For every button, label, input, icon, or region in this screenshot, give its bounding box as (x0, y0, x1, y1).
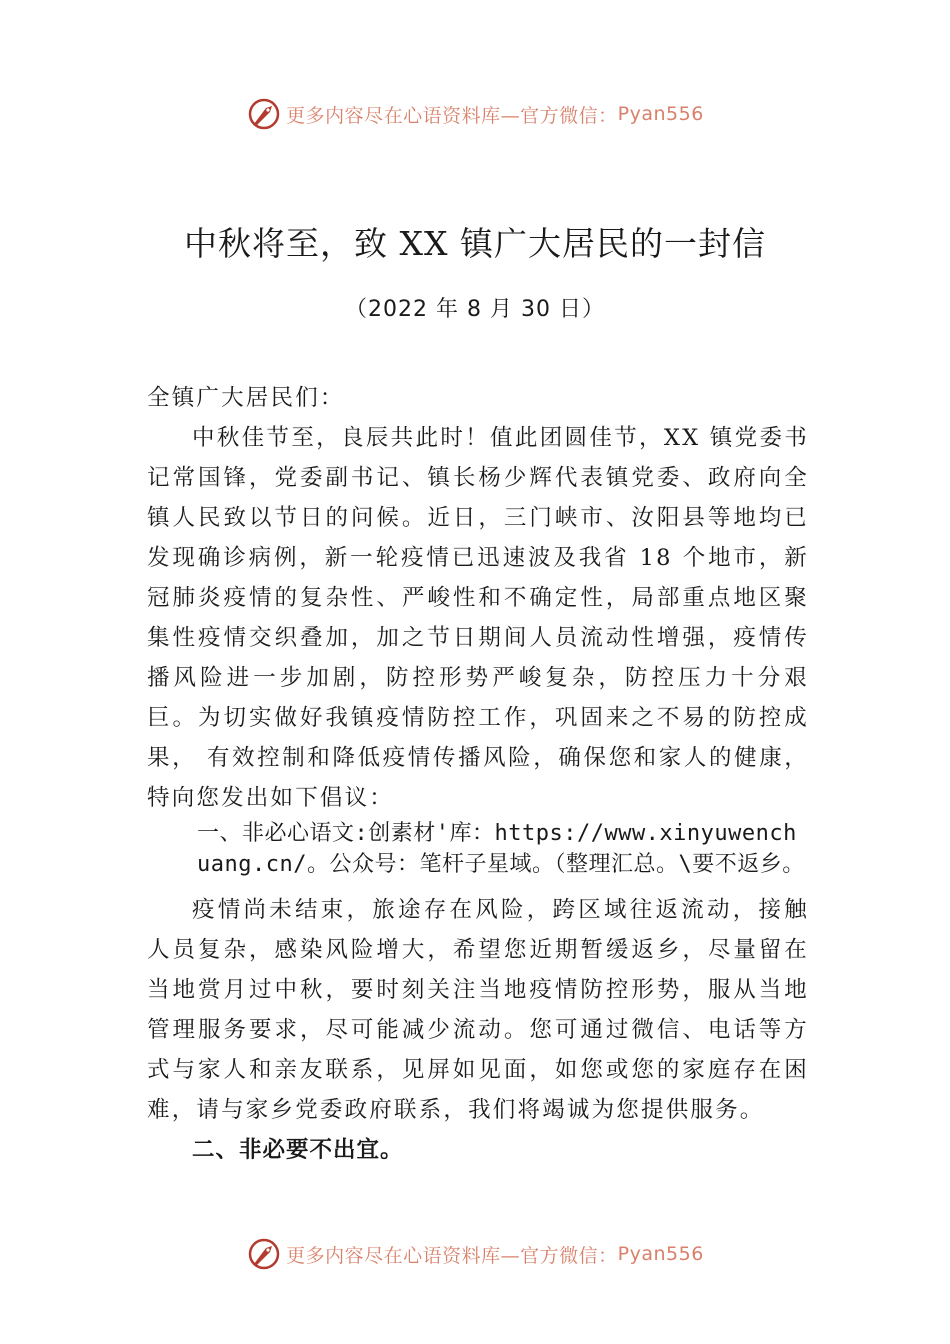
list-item-one: 一、非必心语文:创素材'库：https://www.xinyuwenchuang.cn/。公众号：笔杆子星域。（整理汇总。\要不返乡。 (197, 821, 805, 877)
banner-wechat-id: Pyan556 (617, 1243, 704, 1265)
footer-banner (0, 1234, 950, 1274)
banner-text: 更多内容尽在心语资料库—官方微信： (286, 1244, 618, 1267)
header-banner (0, 94, 950, 134)
paragraph-stay-local: 疫情尚未结束，旅途存在风险，跨区域往返流动，接触人员复杂，感染风险增大，希望您近期暂缓返乡，尽量留在当地赏月过中秋，要时刻关注当地疫情防控形势，服从当地管理服务要求，尽可能减少流动。您可通过微信、电话等方式与家人和亲友联系，见屏如见面，如您或您的家庭存在困难，请与家乡党委政府联系，我们将竭诚为您提供服务。 (147, 897, 809, 1123)
pen-nib-logo-icon (246, 1236, 282, 1272)
paragraph-greeting: 中秋佳节至，良辰共此时！值此团圆佳节，XX 镇党委书记常国锋，党委副书记、镇长杨少辉代表镇党委、政府向全镇人民致以节日的问候。近日，三门峡市、汝阳县等地均已发现确诊病例，新一轮疫情已迅速波及我省 18 个地市，新冠肺炎疫情的复杂性、严峻性和不确定性，局部重点地区聚集性疫情交织叠加，加之节日期间人员流动性增强，疫情传播风险进一步加剧，防控形势严峻复杂，防控压力十分艰巨。为切实做好我镇疫情防控工作，巩固来之不易的防控成果， 有效控制和降低疫情传播风险，确保您和家人的健康，特向您发出如下倡议： (147, 425, 809, 811)
banner-wechat-id: Pyan556 (617, 103, 704, 125)
letter-body (147, 378, 809, 1170)
pen-nib-logo-icon (246, 96, 282, 132)
banner-text: 更多内容尽在心语资料库—官方微信： (286, 104, 618, 127)
document-date: （2022 年 8 月 30 日） (345, 297, 605, 322)
list-item-two-heading: 二、非必要不出宜。 (192, 1137, 404, 1163)
document-title: 中秋将至，致 XX 镇广大居民的一封信 (184, 224, 766, 263)
salutation: 全镇广大居民们： (147, 385, 345, 411)
